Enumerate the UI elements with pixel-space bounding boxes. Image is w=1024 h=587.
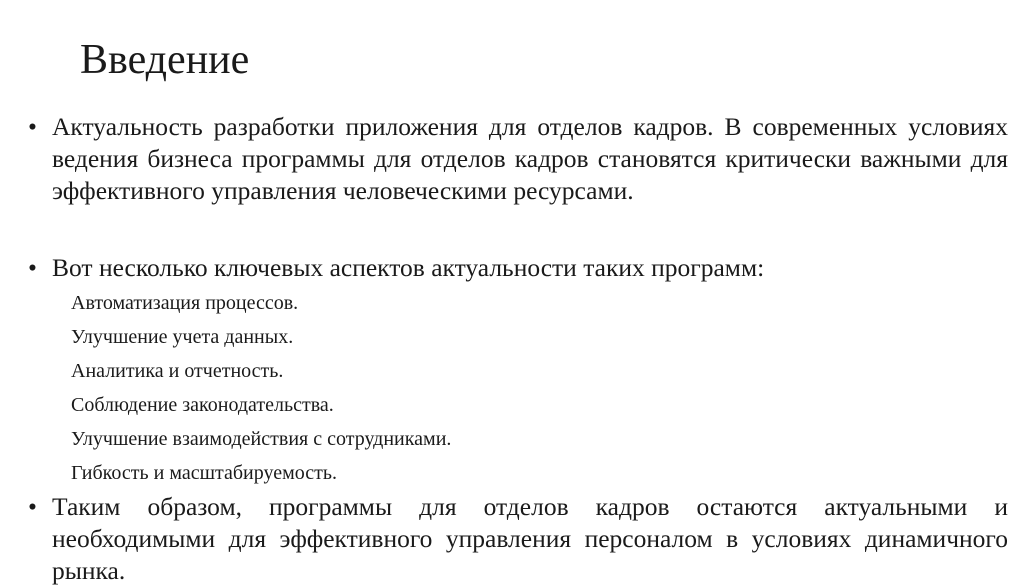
bullet-text: Актуальность разработки приложения для отделов кадров. В современных условиях ведения бизнеса программы для отделов кадров становятся критически важными для эффективного управления человеческими ресурсами. xyxy=(52,112,1008,205)
bullet-marker: • xyxy=(28,112,37,141)
aspect-item: Гибкость и масштабируемость. xyxy=(71,462,337,484)
aspects-list xyxy=(71,286,451,490)
bullet-text: Таким образом, программы для отделов кадров остаются актуальными и необходимыми для эффективного управления персоналом в условиях динамичного рынка. xyxy=(52,492,1008,585)
bullet-key-aspects xyxy=(28,252,1008,284)
aspect-item: Автоматизация процессов. xyxy=(71,292,299,314)
aspect-item: Улучшение взаимодействия с сотрудниками. xyxy=(71,428,452,450)
slide-title: Введение xyxy=(80,37,250,83)
bullet-marker: • xyxy=(28,253,37,282)
bullet-text: Вот несколько ключевых аспектов актуальности таких программ: xyxy=(52,253,765,282)
aspect-item: Улучшение учета данных. xyxy=(71,326,294,348)
bullet-marker: • xyxy=(28,492,37,521)
aspect-item: Соблюдение законодательства. xyxy=(71,394,334,416)
bullet-conclusion xyxy=(28,491,1008,587)
aspect-item: Аналитика и отчетность. xyxy=(71,360,284,382)
bullet-relevance xyxy=(28,111,1008,207)
